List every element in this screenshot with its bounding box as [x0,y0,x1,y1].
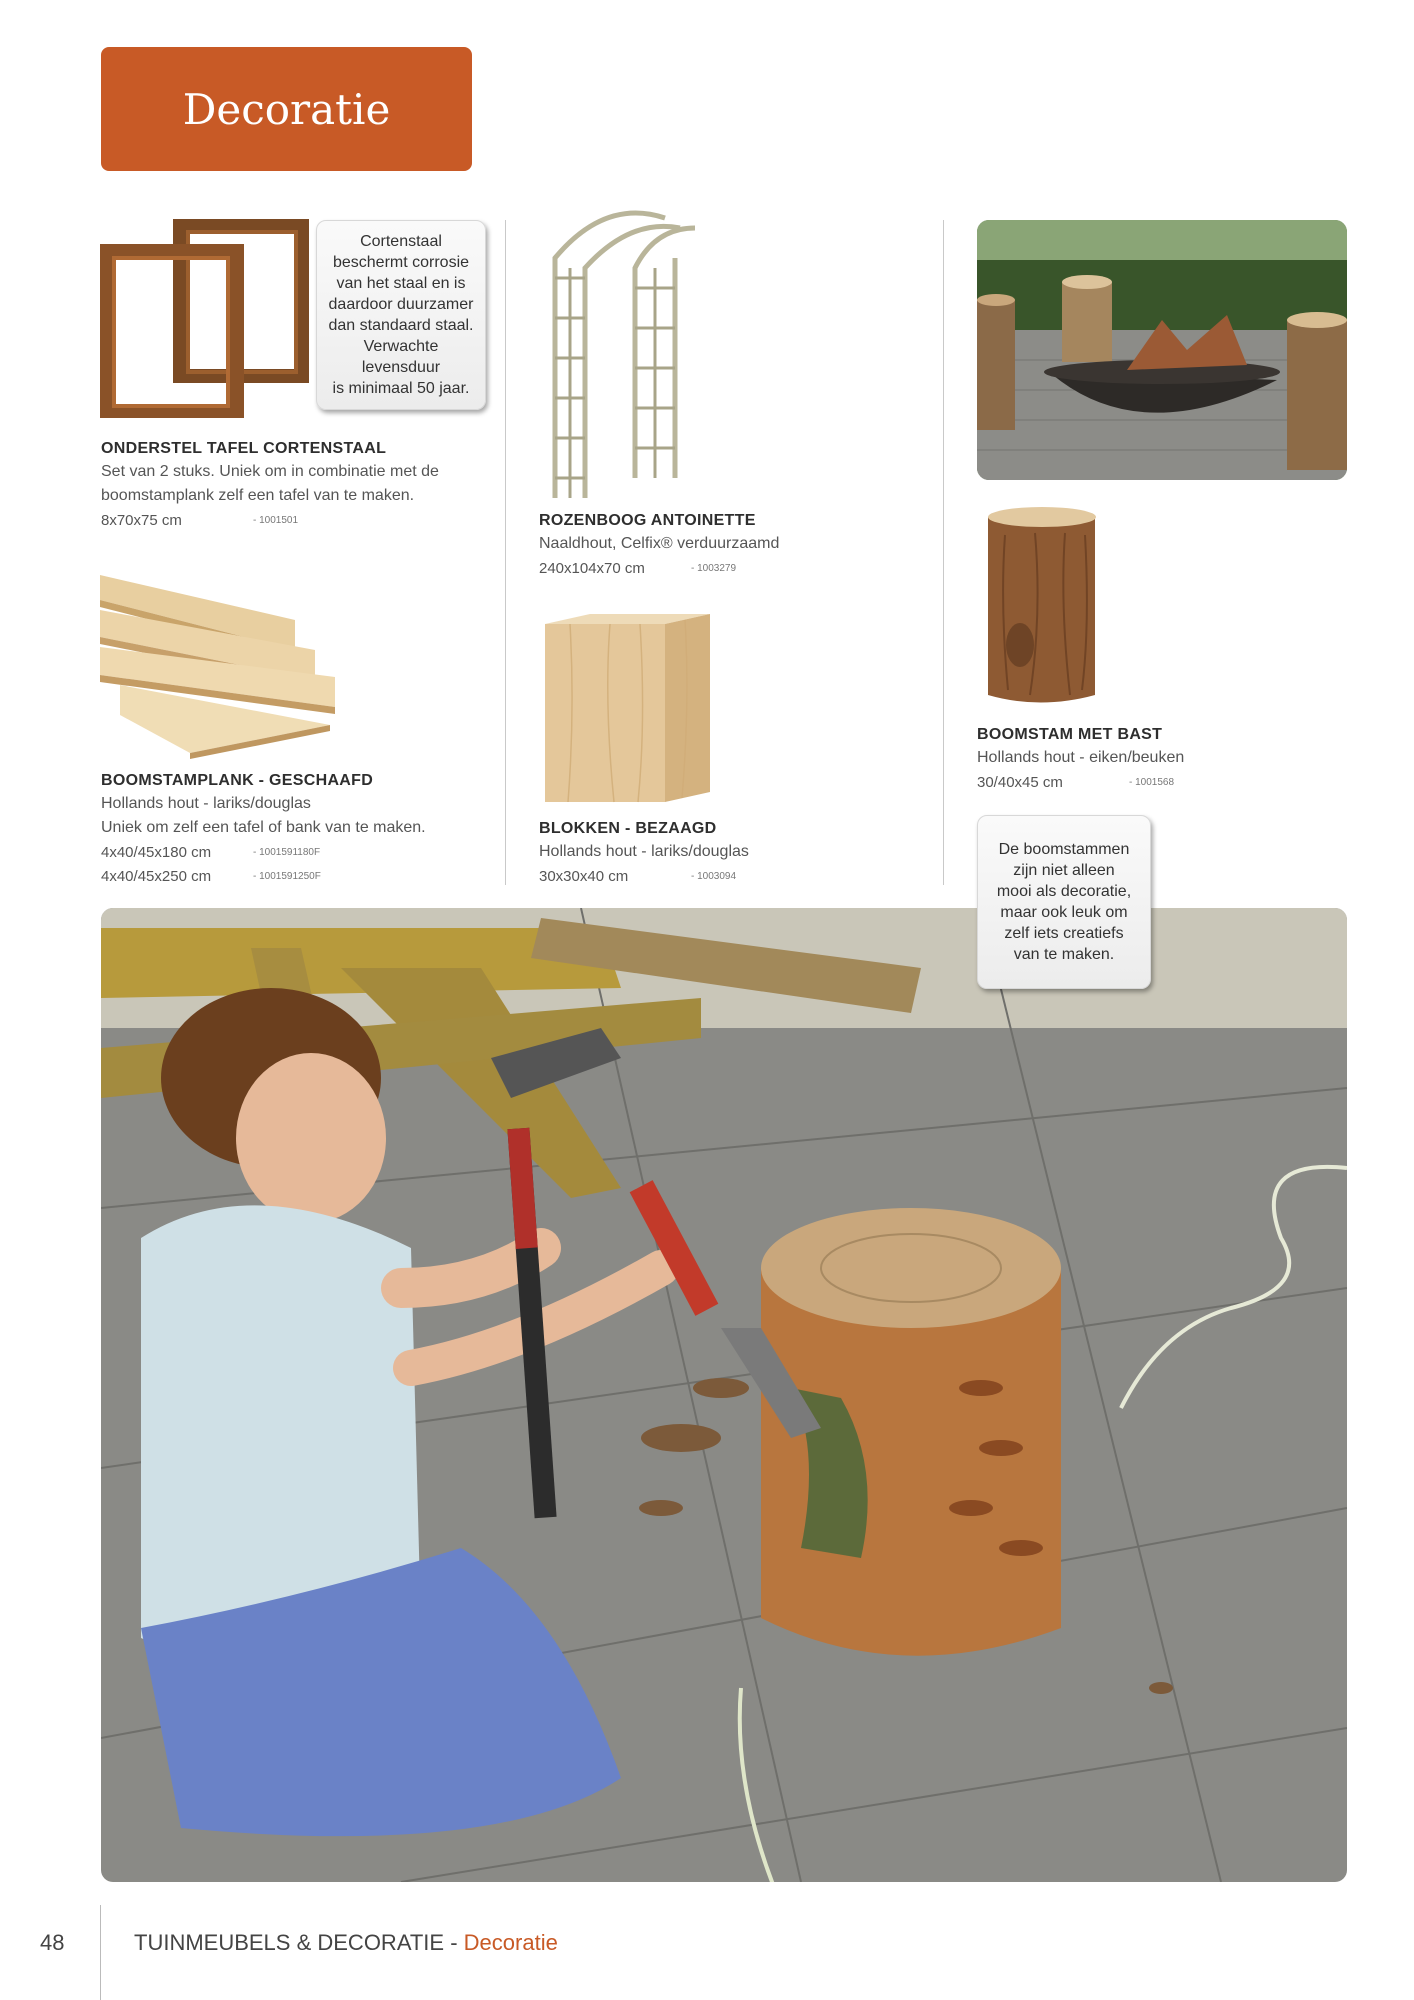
page-number: 48 [40,1930,65,1955]
product-code: - 1003094 [691,870,737,882]
product-name: BOOMSTAM MET BAST [977,726,1163,743]
product-size: 240x104x70 cm [539,559,645,577]
callout-line: Verwachte levensduur [361,338,441,376]
product-code: - 1001591250F [253,870,321,882]
footer-current: Decoratie [463,1930,558,1955]
product-code: - 1001501 [253,514,299,526]
callout-line: zijn niet alleen [1013,862,1115,879]
callout-line: is minimaal 50 jaar. [332,380,470,397]
product-size: 4x40/45x180 cm [101,843,212,861]
product-code: - 1003279 [691,562,737,574]
size-row [101,840,426,864]
column-divider [943,220,944,885]
callout-line: van het staal en is [336,275,466,292]
callout-line: De boomstammen [998,841,1130,858]
wood-block-image [540,612,720,812]
product-name: BOOMSTAMPLANK - GESCHAAFD [101,772,374,789]
size-row [101,864,426,888]
product-desc: Uniek om zelf een tafel of bank van te maken. [101,819,426,836]
product-name: BLOKKEN - BEZAAGD [539,820,717,837]
corten-info-callout [316,220,486,410]
product-rozenboog [539,512,779,580]
size-row [977,770,1184,794]
product-size: 8x70x75 cm [101,511,182,529]
product-boomstamplank [101,772,426,888]
callout-line: zelf iets creatiefs [1004,925,1124,942]
product-onderstel [101,440,439,532]
product-code: - 1001568 [1129,776,1175,788]
product-name: ONDERSTEL TAFEL CORTENSTAAL [101,440,387,457]
product-size: 30/40x45 cm [977,773,1063,791]
footer-separator: - [450,1930,458,1955]
rose-arch-image [535,198,710,508]
callout-line: dan standaard staal. [328,317,474,334]
callout-line: Cortenstaal [360,233,442,250]
callout-line: van te maken. [1013,946,1115,963]
page-title: Decoratie [182,84,391,134]
product-desc: Naaldhout, Celfix® verduurzaamd [539,535,780,552]
product-size: 30x30x40 cm [539,867,629,885]
product-desc: Hollands hout - lariks/douglas [539,843,749,860]
tree-trunk-image [980,505,1110,705]
callout-line: maar ook leuk om [1000,904,1128,921]
product-boomstam [977,726,1184,794]
product-blokken [539,820,749,888]
footer-breadcrumb [134,1930,558,1956]
fire-bowl-photo [977,220,1347,480]
callout-line: daardoor duurzamer [328,296,474,313]
page-title-box [101,47,472,171]
column-divider [505,220,506,885]
footer-section: TUINMEUBELS & DECORATIE [134,1930,445,1955]
product-name: ROZENBOOG ANTOINETTE [539,512,756,529]
footer-divider [100,1905,101,2000]
size-row [539,864,749,888]
child-chiseling-log-photo [101,908,1347,1882]
product-code: - 1001591180F [253,846,321,858]
product-size: 4x40/45x250 cm [101,867,212,885]
corten-table-frame-image [100,218,310,418]
callout-line: mooi als decoratie, [996,883,1132,900]
size-row [101,508,439,532]
planks-image [100,575,340,760]
product-desc: Set van 2 stuks. Uniek om in combinatie met de [101,463,439,480]
product-desc: Hollands hout - lariks/douglas [101,795,311,812]
callout-line: beschermt corrosie [332,254,470,271]
boomstam-info-callout [977,815,1151,989]
size-row [539,556,779,580]
product-desc: Hollands hout - eiken/beuken [977,749,1185,766]
product-desc: boomstamplank zelf een tafel van te maken. [101,487,415,504]
